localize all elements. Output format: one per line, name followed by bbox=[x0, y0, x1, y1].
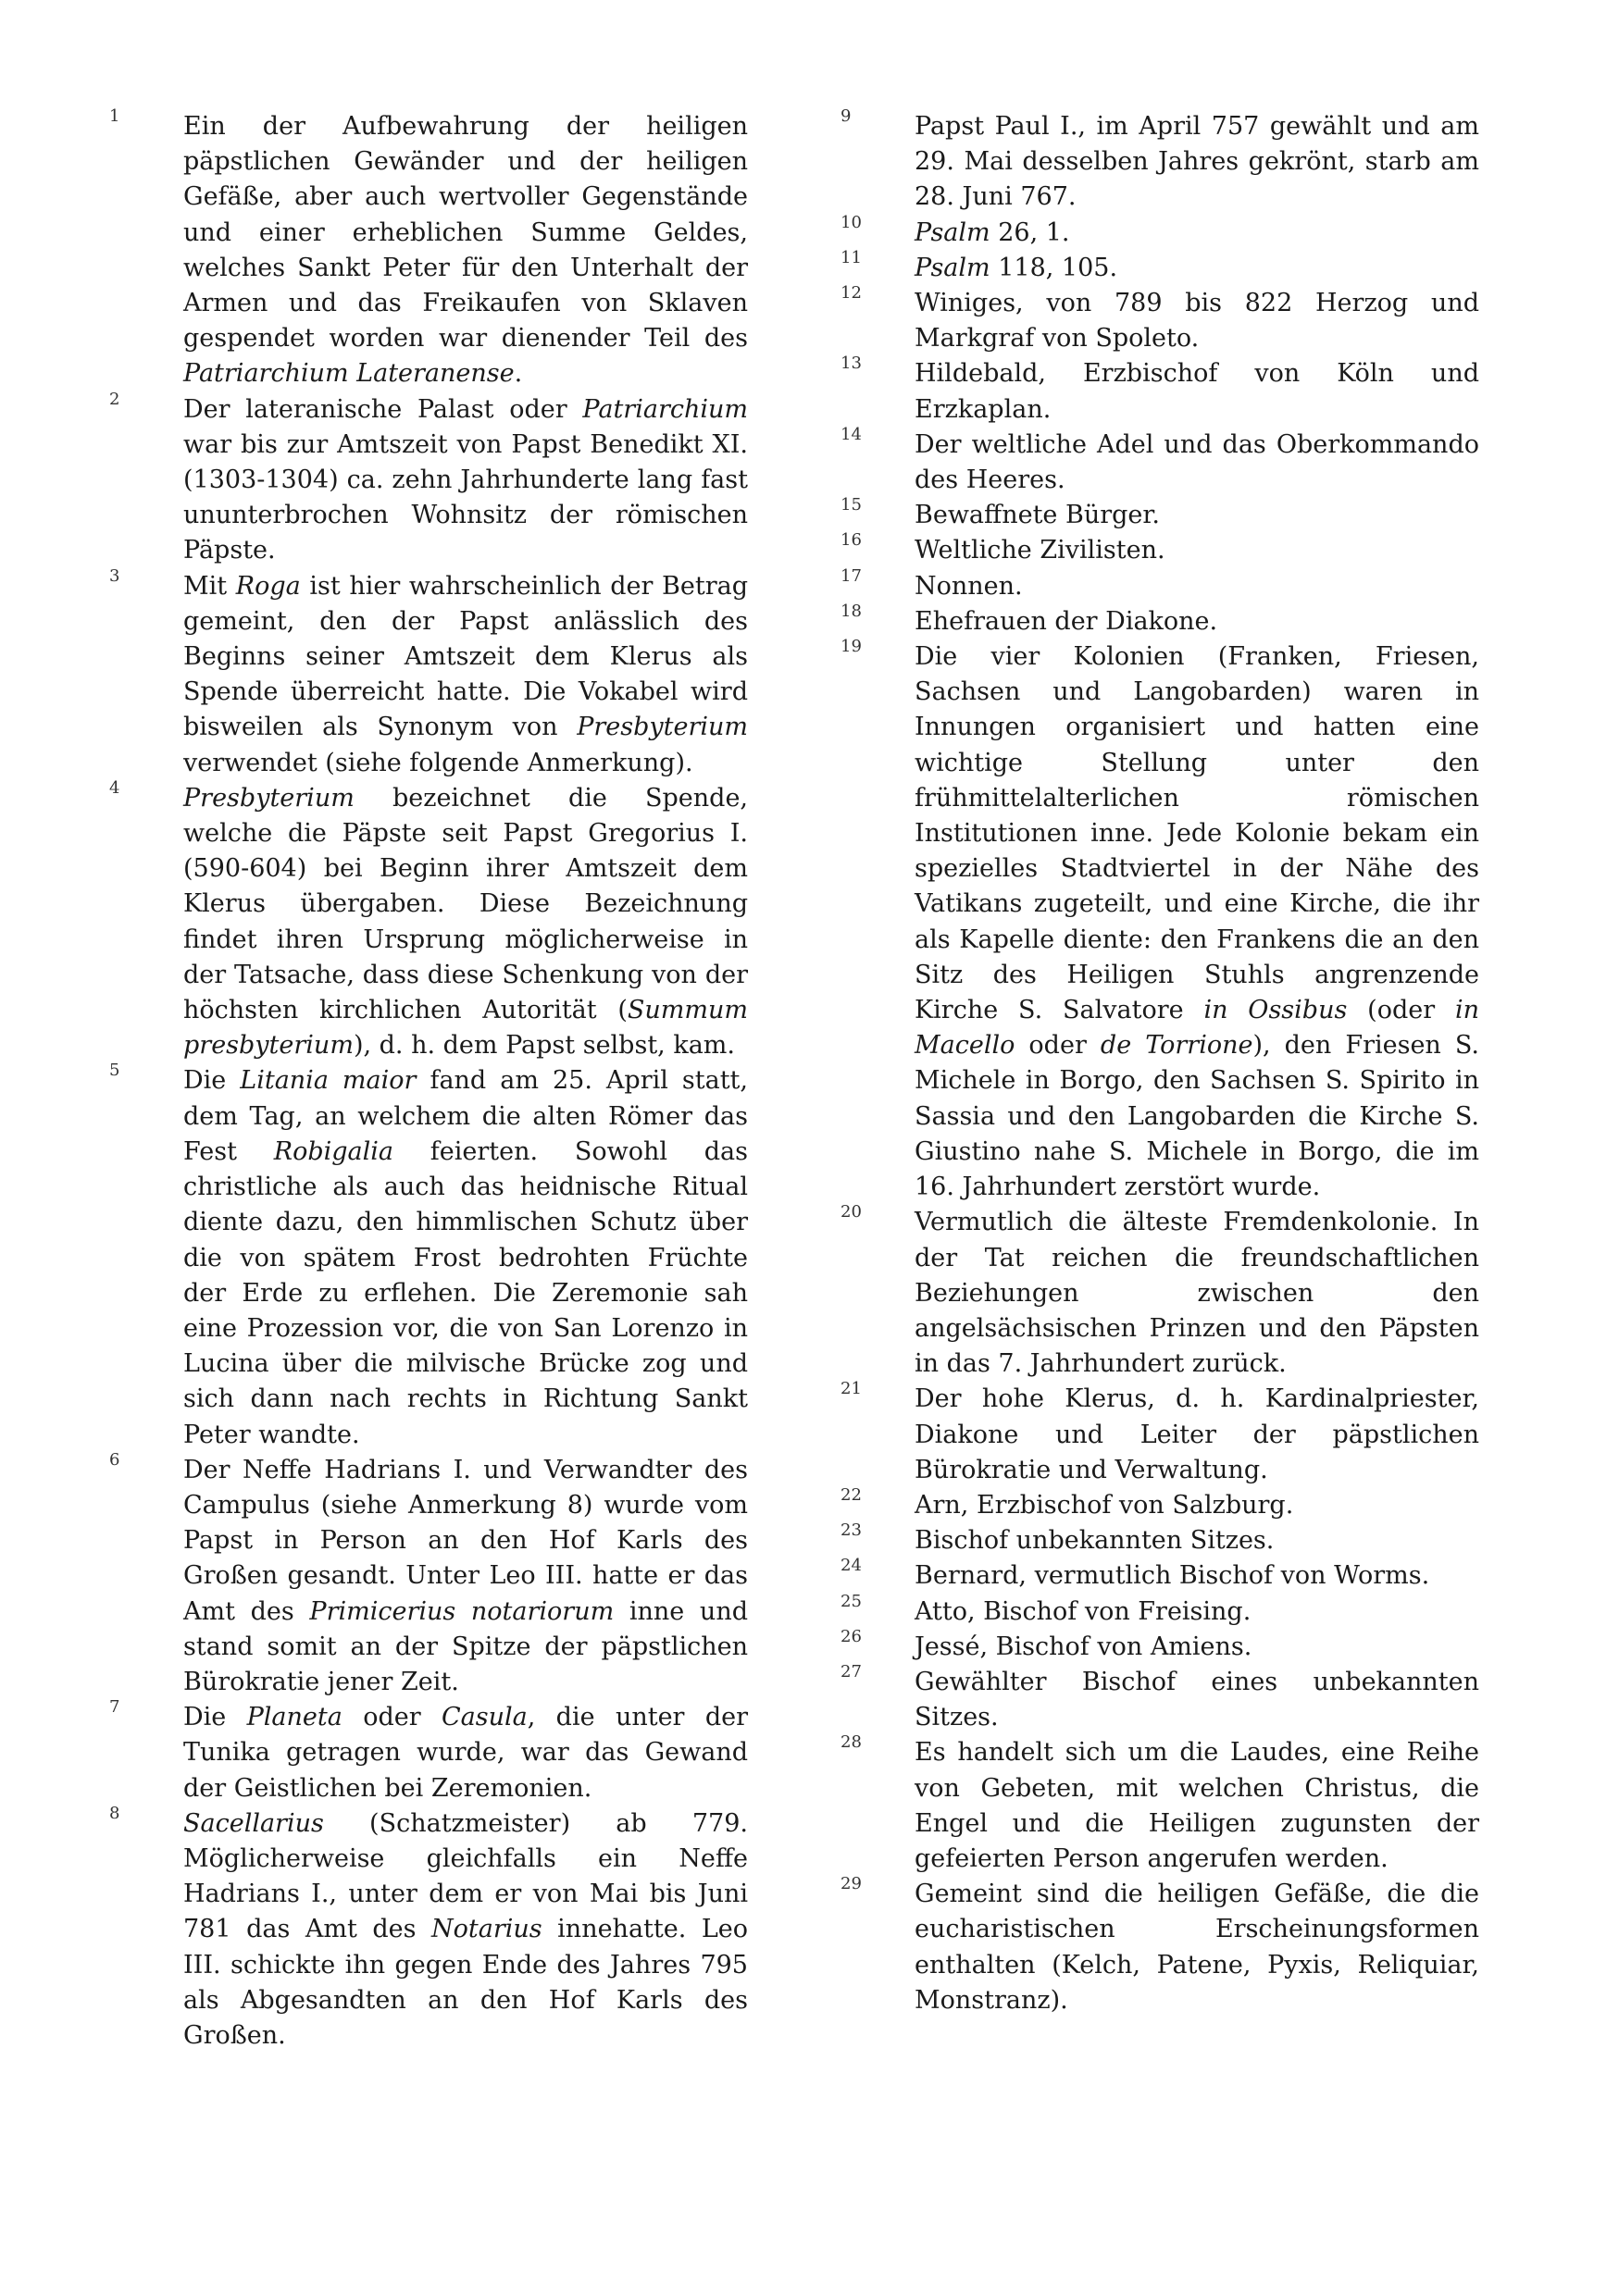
footnote bbox=[841, 106, 1479, 216]
footnote-text bbox=[915, 428, 1479, 498]
footnote-number: 25 bbox=[841, 1591, 862, 1611]
footnote-number: 6 bbox=[109, 1449, 120, 1470]
footnote bbox=[841, 1661, 1479, 1735]
footnote-italic-segment: Summum presbyterium bbox=[183, 996, 748, 1061]
footnote-text-segment: Papst Paul I., im April 757 gewählt und am 29. Mai desselben Jahres gekrönt, starb am 28. Juni 767. bbox=[915, 112, 1479, 212]
footnote-text bbox=[183, 781, 748, 1064]
footnote bbox=[841, 639, 1479, 1205]
footnote-italic-segment: Notarius bbox=[431, 1915, 542, 1944]
footnote bbox=[841, 1558, 1479, 1594]
footnote bbox=[841, 283, 1479, 356]
footnote-number: 4 bbox=[109, 777, 120, 798]
footnote-text-segment: oder bbox=[342, 1703, 442, 1732]
footnote bbox=[109, 1697, 748, 1806]
footnote-italic-segment: Patriarchium Lateranense bbox=[183, 359, 515, 389]
footnote-number: 5 bbox=[109, 1061, 120, 1081]
footnote-text bbox=[915, 1665, 1479, 1735]
footnote-text bbox=[915, 639, 1479, 1205]
footnote-text-segment: Der lateranische Palast oder bbox=[183, 394, 583, 424]
footnote-text-segment: Vermutlich die älteste Fremdenkolonie. In der Tat reichen die freundschaftlichen Beziehungen zwischen den angelsächsischen Prinzen und den Päpsten in das 7. Jahrhundert zurück. bbox=[915, 1208, 1479, 1379]
footnote-text-segment: ist hier wahrscheinlich der Betrag gemeint, den der Papst anlässlich des Beginns seiner Amtszeit dem Klerus als Spende überreicht hatte. Die Vokabel wird bisweilen als Synonym von bbox=[183, 571, 748, 742]
footnote-text-segment: innehatte. Leo III. schickte ihn gegen Ende des Jahres 795 als Abgesandten an den Hof Karls des Großen. bbox=[183, 1915, 749, 2050]
footnote-text bbox=[183, 392, 748, 569]
footnote-text-segment: Ein der Aufbewahrung der heiligen päpstlichen Gewänder und der heiligen Gefäße, aber auch wertvoller Gegenstände und einer erheblichen Summe Geldes, welches Sankt Peter für den Unterhalt der Armen und das Freikaufen von Sklaven gespendet worden war dienender Teil des bbox=[183, 112, 748, 354]
footnote bbox=[109, 1063, 748, 1452]
footnote-number: 26 bbox=[841, 1626, 862, 1646]
footnote-number: 18 bbox=[841, 601, 862, 621]
footnote-number: 9 bbox=[841, 106, 852, 126]
footnote bbox=[841, 1484, 1479, 1523]
footnote-text bbox=[915, 216, 1479, 251]
footnote-text-segment: Ehefrauen der Diakone. bbox=[915, 606, 1218, 636]
footnote-number: 11 bbox=[841, 247, 862, 267]
footnote-italic-segment: Psalm bbox=[915, 253, 990, 282]
footnote-text-segment: . bbox=[514, 359, 523, 389]
footnote bbox=[841, 565, 1479, 604]
footnote-text-segment: Die bbox=[183, 1066, 241, 1096]
footnote-text-segment: oder bbox=[1015, 1031, 1101, 1061]
footnote bbox=[841, 1874, 1479, 2018]
footnote-text bbox=[915, 569, 1479, 604]
footnote bbox=[841, 212, 1479, 251]
footnotes-left-column bbox=[109, 106, 749, 2054]
footnote-text-segment: Der Neffe Hadrians I. und Verwandter des Campulus (siehe Anmerkung 8) wurde vom Papst in Person an den Hof Karls des Großen gesandt. Unter Leo III. hatte er das Amt des bbox=[183, 1455, 748, 1626]
footnote-number: 29 bbox=[841, 1874, 862, 1894]
footnote-text bbox=[915, 286, 1479, 356]
footnote bbox=[109, 1449, 748, 1700]
footnote bbox=[841, 424, 1479, 498]
footnote-italic-segment: in Ossibus bbox=[1203, 996, 1348, 1025]
footnote-text bbox=[915, 1877, 1479, 2018]
footnote-number: 22 bbox=[841, 1484, 862, 1505]
footnote-number: 21 bbox=[841, 1379, 862, 1399]
footnote-number: 7 bbox=[109, 1697, 120, 1718]
footnote-text bbox=[915, 498, 1479, 533]
footnote-text-segment: Hildebald, Erzbischof von Köln und Erzkaplan. bbox=[915, 359, 1479, 424]
footnote-text-segment: Die vier Kolonien (Franken, Friesen, Sachsen und Langobarden) waren in Innungen organisiert und hatten eine wichtige Stellung unter den frühmittelalterlichen römischen Institutionen inne. Jede Kolonie bekam ein spezielles Stadtviertel in der Nähe des Vatikans zugeteilt, und eine Kirche, die ihr als Kapelle diente: den Frankens die an den Sitz des Heiligen Stuhls angrenzende Kirche S. Salvatore bbox=[915, 642, 1479, 1025]
footnote-number: 24 bbox=[841, 1556, 862, 1576]
footnote bbox=[841, 247, 1479, 286]
footnote-number: 8 bbox=[109, 1803, 120, 1823]
footnote bbox=[841, 495, 1479, 533]
footnote-text-segment: Mit bbox=[183, 571, 236, 601]
footnote-italic-segment: Roga bbox=[235, 571, 301, 601]
footnote-number: 1 bbox=[109, 106, 120, 126]
footnote-text bbox=[915, 604, 1479, 639]
footnote-italic-segment: Presbyterium bbox=[183, 783, 355, 813]
footnote-italic-segment: de Torrione bbox=[1100, 1031, 1253, 1061]
footnote-text-segment: verwendet (siehe folgende Anmerkung). bbox=[183, 748, 693, 777]
footnote-text-segment: Winiges, von 789 bis 822 Herzog und Markgraf von Spoleto. bbox=[915, 289, 1479, 354]
footnote-italic-segment: Primicerius notariorum bbox=[309, 1596, 615, 1626]
footnote-text-segment: ), d. h. dem Papst selbst, kam. bbox=[353, 1031, 735, 1061]
footnote-text-segment: Gemeint sind die heiligen Gefäße, die die eucharistischen Erscheinungsformen enthalten (Kelch, Patene, Pyxis, Reliquiar, Monstranz). bbox=[915, 1880, 1479, 2015]
footnote bbox=[109, 106, 748, 392]
footnote-text-segment: Der hohe Klerus, d. h. Kardinalpriester, Diakone und Leiter der päpstlichen Bürokratie und Verwaltung. bbox=[915, 1384, 1479, 1484]
footnote bbox=[841, 1520, 1479, 1558]
footnote-number: 20 bbox=[841, 1202, 862, 1222]
footnote-italic-segment: Sacellarius bbox=[183, 1808, 324, 1838]
footnote-text bbox=[915, 1488, 1479, 1523]
footnote-text bbox=[915, 1595, 1479, 1630]
footnote-text bbox=[183, 109, 748, 392]
footnote bbox=[841, 530, 1479, 568]
footnote-number: 3 bbox=[109, 565, 120, 586]
footnote-text bbox=[915, 109, 1479, 216]
footnote-text bbox=[915, 1382, 1479, 1488]
footnote-text-segment: Bewaffnete Bürger. bbox=[915, 501, 1160, 530]
footnote-text-segment: Jessé, Bischof von Amiens. bbox=[915, 1632, 1252, 1661]
footnote-italic-segment: Patriarchium bbox=[582, 394, 748, 424]
footnote-text bbox=[183, 1063, 748, 1452]
footnotes-right-column bbox=[841, 106, 1480, 2018]
footnote bbox=[109, 777, 748, 1064]
footnote bbox=[841, 1626, 1479, 1665]
footnote-number: 13 bbox=[841, 354, 862, 374]
footnote bbox=[109, 565, 748, 781]
footnote-number: 23 bbox=[841, 1520, 862, 1541]
footnote-text-segment: Bernard, vermutlich Bischof von Worms. bbox=[915, 1561, 1430, 1591]
footnote-text bbox=[915, 251, 1479, 286]
footnote-text-segment: Der weltliche Adel und das Oberkommando des Heeres. bbox=[915, 429, 1479, 495]
footnote-text-segment: , die unter der Tunika getragen wurde, war das Gewand der Geistlichen bei Zeremonien. bbox=[183, 1703, 748, 1803]
footnote-number: 28 bbox=[841, 1732, 862, 1753]
footnote-italic-segment: Robigalia bbox=[273, 1136, 393, 1166]
footnote-text-segment: 26, 1. bbox=[990, 217, 1070, 247]
footnote bbox=[841, 1732, 1479, 1877]
footnote bbox=[841, 1591, 1479, 1630]
footnote-italic-segment: in Macello bbox=[915, 996, 1480, 1061]
footnote-text-segment: Weltliche Zivilisten. bbox=[915, 536, 1165, 565]
footnote-italic-segment: Casula bbox=[442, 1703, 528, 1732]
footnote bbox=[841, 1379, 1479, 1488]
footnote-text-segment: Arn, Erzbischof von Salzburg. bbox=[915, 1490, 1294, 1520]
footnote-number: 10 bbox=[841, 212, 862, 232]
footnote-text-segment: 118, 105. bbox=[990, 253, 1118, 282]
footnote-italic-segment: Psalm bbox=[915, 217, 990, 247]
footnote-number: 14 bbox=[841, 424, 862, 444]
footnote-text bbox=[183, 569, 748, 781]
footnote-number: 19 bbox=[841, 637, 862, 657]
footnote-text bbox=[915, 356, 1479, 427]
footnote-text-segment: Die bbox=[183, 1703, 247, 1732]
footnote-text-segment: (Schatzmeister) ab 779. Möglicherweise gleichfalls ein Neffe Hadrians I., unter dem er von Mai bis Juni 781 das Amt des bbox=[183, 1808, 748, 1944]
footnote-number: 16 bbox=[841, 530, 862, 551]
footnote bbox=[841, 1202, 1479, 1382]
footnote-text-segment: (oder bbox=[1347, 996, 1455, 1025]
footnote-number: 17 bbox=[841, 565, 862, 586]
footnote-text-segment: war bis zur Amtszeit von Papst Benedikt XI. (1303-1304) ca. zehn Jahrhunderte lang fast ununterbrochen Wohnsitz der römischen Päpste. bbox=[183, 429, 748, 565]
footnote bbox=[109, 1803, 749, 2054]
footnote-text-segment: Atto, Bischof von Freising. bbox=[915, 1596, 1252, 1626]
footnote-text bbox=[915, 1630, 1479, 1665]
footnote bbox=[109, 389, 748, 569]
footnote-number: 12 bbox=[841, 283, 862, 304]
footnote-text bbox=[183, 1700, 748, 1806]
footnote-text bbox=[915, 1558, 1479, 1594]
footnote-text-segment: ), den Friesen S. Michele in Borgo, den Sachsen S. Spirito in Sassia und den Langobarden die Kirche S. Giustino nahe S. Michele in Borgo, die im 16. Jahrhundert zerstört wurde. bbox=[915, 1031, 1479, 1202]
footnote-italic-segment: Planeta bbox=[246, 1703, 342, 1732]
footnote bbox=[841, 356, 1479, 427]
footnote-text-segment: fand am 25. April statt, dem Tag, an welchem die alten Römer das Fest bbox=[183, 1066, 748, 1166]
footnote-text bbox=[915, 1735, 1479, 1877]
footnote-text-segment: feierten. Sowohl das christliche als auch das heidnische Ritual diente dazu, den himmlischen Schutz über die von spätem Frost bedrohten Früchte der Erde zu erflehen. Die Zeremonie sah eine Prozession vor, die von San Lorenzo in Lucina über die milvische Brücke zog und sich dann nach rechts in Richtung Sankt Peter wandte. bbox=[183, 1136, 749, 1449]
footnote-italic-segment: Presbyterium bbox=[577, 713, 748, 742]
footnote-text-segment: Es handelt sich um die Laudes, eine Reihe von Gebeten, mit welchen Christus, die Engel und die Heiligen zugunsten der gefeierten Person angerufen werden. bbox=[915, 1738, 1479, 1873]
footnote-text-segment: bezeichnet die Spende, welche die Päpste seit Papst Gregorius I. (590-604) bei Beginn ihrer Amtszeit dem Klerus übergaben. Diese Bezeichnung findet ihren Ursprung möglicherweise in der Tatsache, dass diese Schenkung von der höchsten kirchlichen Autorität ( bbox=[183, 783, 748, 1025]
footnote-text bbox=[915, 533, 1479, 568]
footnote-text bbox=[915, 1523, 1479, 1558]
footnote-number: 27 bbox=[841, 1661, 862, 1682]
footnote-text-segment: inne und stand somit an der Spitze der päpstlichen Bürokratie jener Zeit. bbox=[183, 1596, 748, 1696]
footnote-number: 15 bbox=[841, 495, 862, 515]
footnote-italic-segment: Litania maior bbox=[240, 1066, 417, 1096]
footnote-text-segment: Bischof unbekannten Sitzes. bbox=[915, 1526, 1275, 1556]
footnote-text-segment: Nonnen. bbox=[915, 571, 1023, 601]
footnote-number: 2 bbox=[109, 389, 120, 409]
footnote-text-segment: Gewählter Bischof eines unbekannten Sitzes. bbox=[915, 1667, 1479, 1732]
footnote bbox=[841, 601, 1479, 639]
footnote-text bbox=[915, 1205, 1479, 1382]
footnote-text bbox=[183, 1806, 748, 2054]
footnote-text bbox=[183, 1453, 748, 1700]
